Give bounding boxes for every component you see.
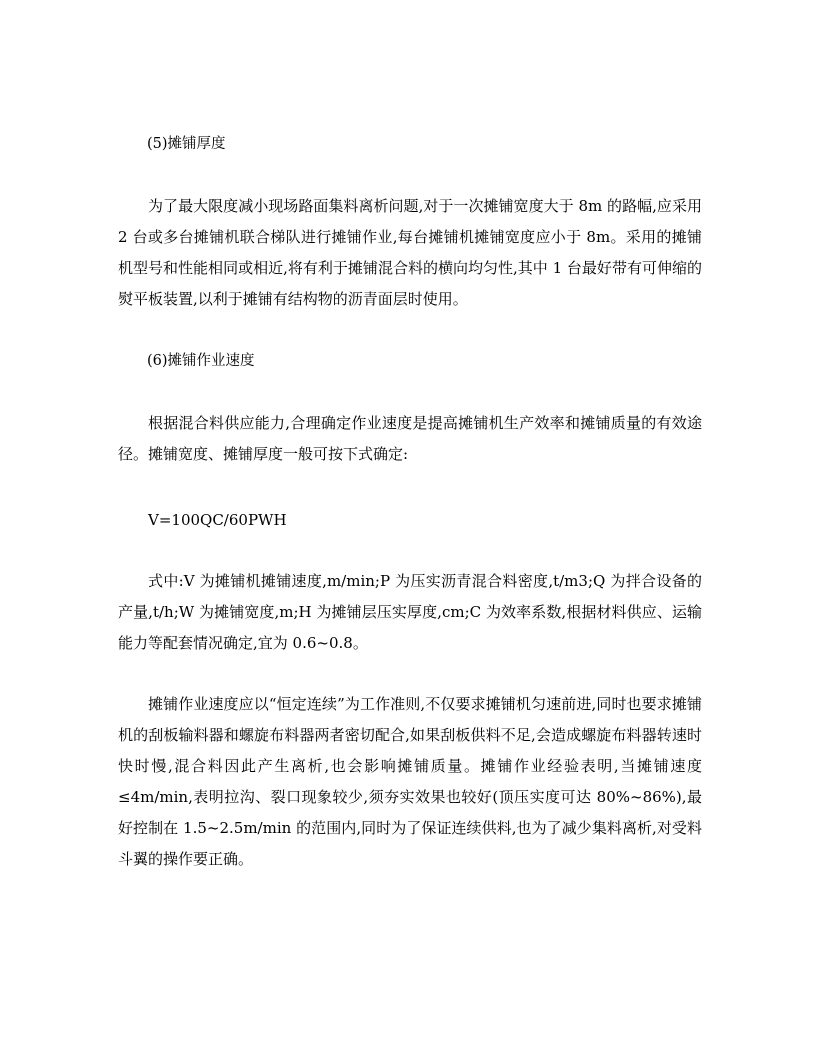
paragraph-formula-explanation: 式中:V 为摊铺机摊铺速度,m/min;P 为压实沥青混合料密度,t/m3;Q 为拌合设备的产量,t/h;W 为摊铺宽度,m;H 为摊铺层压实厚度,cm;C 为效率系数,根据材料供应、运输能力等配套情况确定,宜为 0.6~0.8。 <box>118 572 702 652</box>
section-heading-paving-speed: (6)摊铺作业速度 <box>147 353 255 369</box>
paragraph-paving-thickness: 为了最大限度减小现场路面集料离析问题,对于一次摊铺宽度大于 8m 的路幅,应采用 2 台或多台摊铺机联合梯队进行摊铺作业,每台摊铺机摊铺宽度应小于 8m。采用的摊铺机型号和性能相同或相近,将有利于摊铺混合料的横向均匀性,其中 1 台最好带有可伸缩的熨平板装置,以利于摊铺有结构物的沥青面层时使用。 <box>118 197 702 308</box>
paragraph-speed-intro: 根据混合料供应能力,合理确定作业速度是提高摊铺机生产效率和摊铺质量的有效途径。摊铺宽度、摊铺厚度一般可按下式确定: <box>118 414 702 463</box>
formula: V=100QC/60PWH <box>148 511 287 529</box>
paragraph-speed-guidelines: 摊铺作业速度应以“恒定连续”为工作准则,不仅要求摊铺机匀速前进,同时也要求摊铺机的刮板输料器和螺旋布料器两者密切配合,如果刮板供料不足,会造成螺旋布料器转速时快时慢,混合料因此产生离析,也会影响摊铺质量。摊铺作业经验表明,当摊铺速度≤4m/min,表明拉沟、裂口现象较少,须夯实效果也较好(顶压实度可达 80%~86%),最好控制在 1.5~2.5m/min 的范围内,同时为了保证连续供料,也为了减少集料离析,对受料斗翼的操作要正确。 <box>118 695 702 868</box>
section-heading-paving-thickness: (5)摊铺厚度 <box>147 136 226 152</box>
